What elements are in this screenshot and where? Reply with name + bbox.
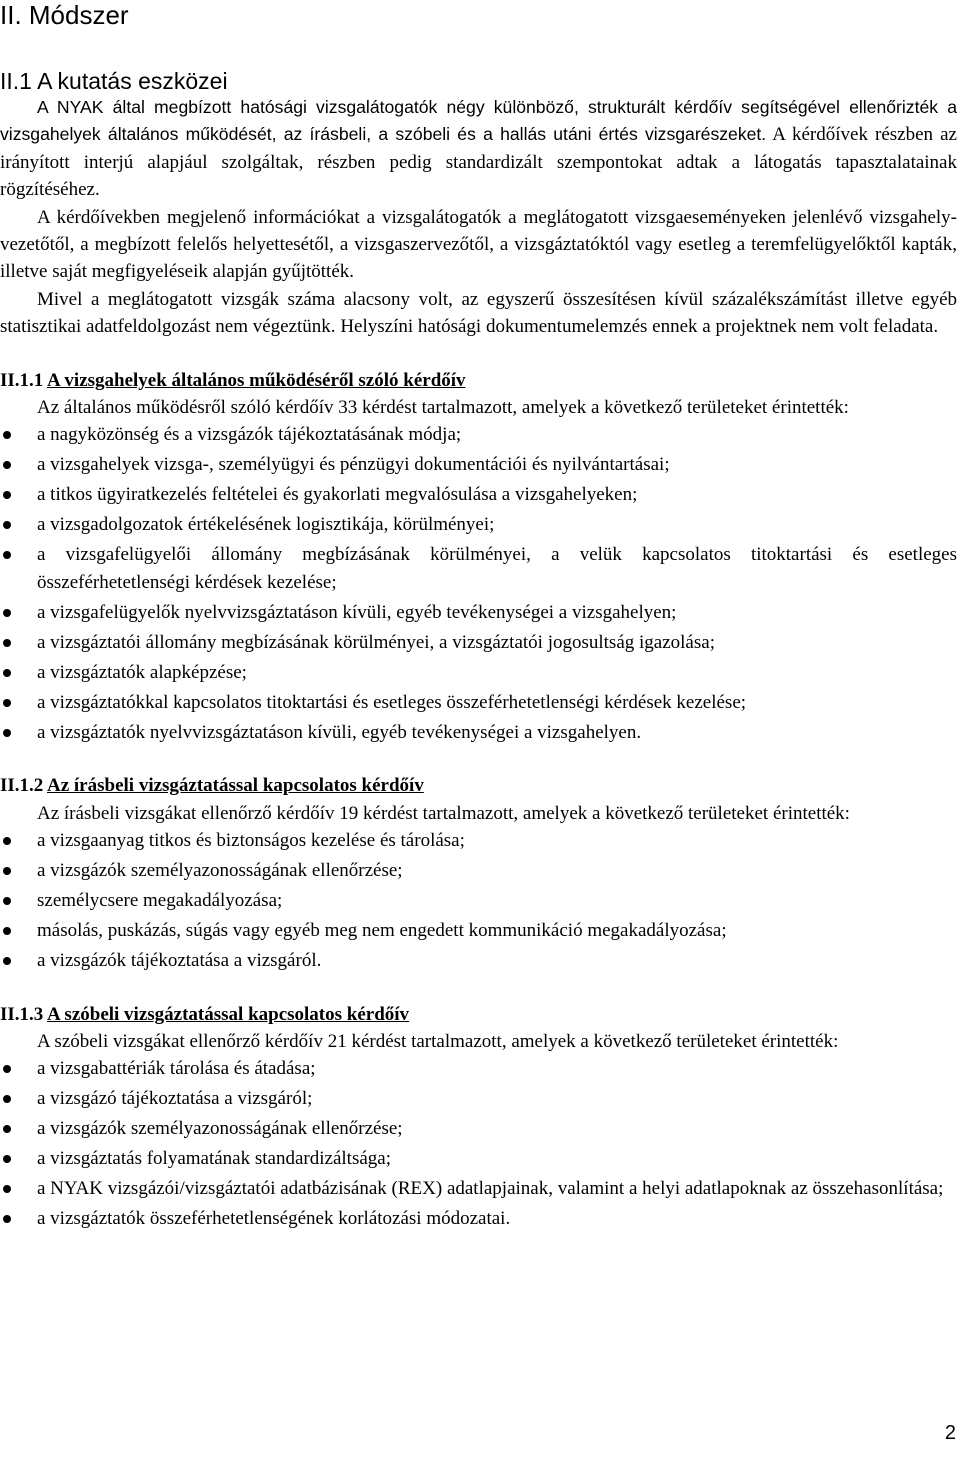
list-item-text: a nagyközönség és a vizsgázók tájékoztatásának módja;: [37, 424, 462, 446]
bullet-icon: [3, 1095, 11, 1103]
list-item: [0, 1145, 957, 1172]
bullet-icon: [3, 927, 11, 935]
list-item: [0, 1085, 957, 1112]
list-item: [0, 599, 957, 626]
subsection-intro-1: Az általános működésről szóló kérdőív 33 kérdést tartalmazott, amelyek a következő területeket érintették:: [37, 397, 849, 419]
subsection-heading-2: [0, 772, 957, 799]
bullet-list-2: [0, 827, 957, 974]
list-item: [0, 1055, 957, 1082]
bullet-icon: [3, 1155, 11, 1163]
bullet-icon: [3, 1185, 11, 1193]
list-item: [0, 719, 957, 746]
page-number: 2: [944, 1422, 956, 1444]
subsection-title: Az írásbeli vizsgáztatással kapcsolatos kérdőív: [47, 775, 424, 797]
list-item: [0, 917, 957, 944]
bullet-icon: [3, 1065, 11, 1073]
list-item-text: a vizsgáztatók alapképzése;: [37, 661, 247, 683]
list-item: [0, 857, 957, 884]
list-item: [0, 481, 957, 508]
bullet-icon: [3, 431, 11, 439]
list-item: [0, 421, 957, 448]
section-paragraph-2: A kérdőívekben megjelenő információkat a vizsgalátogatók a meglátogatott vizsgaeseményeken jelenlévő vizsgahely-vezetőtől, a megbízott felelős helyettesétől, a vizsgaszervezőtől, a vizsgáztatóktól vagy esetleg a teremfelügyelőktől kapták, illetve saját megfigyeléseik alapján gyűjtötték.: [0, 206, 957, 283]
list-item-text: a vizsgáztatás folyamatának standardizáltsága;: [37, 1148, 391, 1170]
list-item: [0, 659, 957, 686]
bullet-icon: [3, 837, 11, 845]
list-item-text: a vizsgabattériák tárolása és átadása;: [37, 1058, 316, 1080]
subsection-intro-3: A szóbeli vizsgákat ellenőrző kérdőív 21 kérdést tartalmazott, amelyek a következő területeket érintették:: [37, 1030, 839, 1052]
subsection-number: II.1.3: [0, 1003, 44, 1025]
list-item-text: a vizsgadolgozatok értékelésének logisztikája, körülményei;: [37, 514, 495, 536]
bullet-icon: [3, 729, 11, 737]
chapter-title: II. Módszer: [0, 0, 129, 30]
list-item-text: a vizsgáztatókkal kapcsolatos titoktartási és esetleges összeférhetetlenségi kérdések kezelése;: [37, 691, 747, 713]
list-item: [0, 947, 957, 974]
list-item: [0, 1115, 957, 1142]
list-item-text: a vizsgafelügyelői állomány megbízásának körülményei, a velük kapcsolatos titoktartási és esetleges összeférhetetlenségi kérdések kezelése;: [37, 544, 957, 593]
list-item: [0, 541, 957, 596]
list-item: [0, 1205, 957, 1232]
list-item-text: a vizsgázó tájékoztatása a vizsgáról;: [37, 1088, 313, 1110]
bullet-icon: [3, 1125, 11, 1133]
subsection-number: II.1.2: [0, 775, 44, 797]
bullet-icon: [3, 639, 11, 647]
section-paragraph-3: [0, 286, 957, 341]
bullet-icon: [3, 897, 11, 905]
paragraph-sentence: A NYAK által megbízott hatósági vizsgalátogatók négy különböző, strukturált kérdőív segítségével ellenőrizték a vizsgahelyek általános működését, az írásbeli, a szóbeli és a hallás utáni értés vizsgarészeket.: [0, 97, 957, 145]
list-item: [0, 887, 957, 914]
section-paragraph-1: [0, 94, 957, 204]
paragraph-sentence: A kérdőívek részben az irányított interjú alapjául szolgáltak, részben pedig standardizált szempontokat adtak a látogatás tapasztalatainak rögzítéséhez.: [0, 124, 957, 201]
subsection-title: A szóbeli vizsgáztatással kapcsolatos kérdőív: [47, 1003, 410, 1025]
bullet-icon: [3, 461, 11, 469]
bullet-icon: [3, 1215, 11, 1223]
bullet-list-1: [0, 421, 957, 746]
list-item-text: személycsere megakadályozása;: [37, 890, 283, 912]
list-item-text: másolás, puskázás, súgás vagy egyéb meg nem engedett kommunikáció megakadályozása;: [37, 920, 727, 942]
subsection-number: II.1.1: [0, 369, 44, 391]
bullet-list-3: [0, 1055, 957, 1232]
bullet-icon: [3, 491, 11, 499]
bullet-icon: [3, 609, 11, 617]
bullet-icon: [3, 957, 11, 965]
list-item-text: a titkos ügyiratkezelés feltételei és gyakorlati megvalósulása a vizsgahelyeken;: [37, 484, 638, 506]
paragraph-sentence: Mivel a meglátogatott vizsgák száma alacsony volt, az egyszerű összesítésen kívül százalékszámítást illetve egyéb statisztikai adatfeldolgozást nem végeztünk.: [0, 288, 957, 338]
list-item-text: a vizsgáztatók összeférhetetlenségének korlátozási módozatai.: [37, 1208, 511, 1230]
bullet-icon: [3, 699, 11, 707]
list-item-text: a NYAK vizsgázói/vizsgáztatói adatbázisának (REX) adatlapjainak, valamint a helyi adatlapoknak az összehasonlítása;: [37, 1178, 944, 1200]
list-item: [0, 511, 957, 538]
bullet-icon: [3, 521, 11, 529]
list-item: [0, 1175, 957, 1202]
list-item: [0, 689, 957, 716]
bullet-icon: [3, 867, 11, 875]
subsection-heading-1: [0, 367, 957, 394]
list-item-text: a vizsgázók személyazonosságának ellenőrzése;: [37, 1118, 403, 1140]
list-item-text: a vizsgáztatói állomány megbízásának körülményei, a vizsgáztatói jogosultság igazolása;: [37, 631, 715, 653]
list-item: [0, 451, 957, 478]
subsection-intro-2: Az írásbeli vizsgákat ellenőrző kérdőív 19 kérdést tartalmazott, amelyek a következő területeket érintették:: [37, 802, 850, 824]
bullet-icon: [3, 551, 11, 559]
list-item-text: a vizsgaanyag titkos és biztonságos kezelése és tárolása;: [37, 830, 465, 852]
list-item-text: a vizsgafelügyelők nyelvvizsgáztatáson kívüli, egyéb tevékenységei a vizsgahelyen;: [37, 601, 677, 623]
subsection-title: A vizsgahelyek általános működéséről szóló kérdőív: [47, 369, 466, 391]
subsection-heading-3: [0, 1001, 957, 1028]
list-item-text: a vizsgázók személyazonosságának ellenőrzése;: [37, 860, 403, 882]
list-item-text: a vizsgázók tájékoztatása a vizsgáról.: [37, 950, 322, 972]
list-item: [0, 629, 957, 656]
bullet-icon: [3, 669, 11, 677]
paragraph-sentence: Helyszíni hatósági dokumentumelemzés ennek a projektnek nem volt feladata.: [340, 316, 939, 338]
section-title: II.1 A kutatás eszközei: [0, 68, 228, 94]
list-item: [0, 827, 957, 854]
list-item-text: a vizsgahelyek vizsga-, személyügyi és pénzügyi dokumentációi és nyilvántartásai;: [37, 454, 670, 476]
list-item-text: a vizsgáztatók nyelvvizsgáztatáson kívüli, egyéb tevékenységei a vizsgahelyen.: [37, 721, 642, 743]
